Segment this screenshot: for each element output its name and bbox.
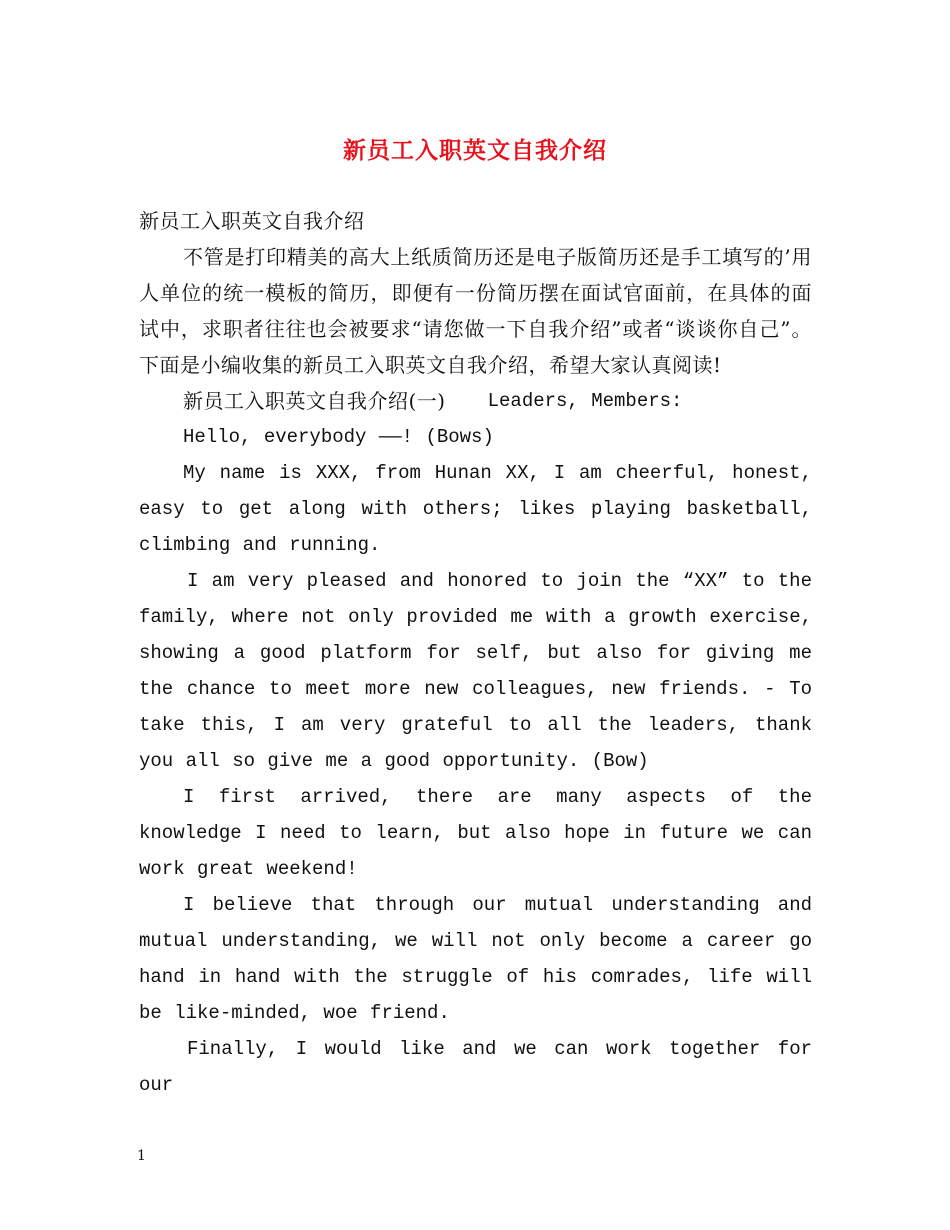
section-heading-line (139, 383, 812, 419)
paragraph-1: My name is XXX, from Hunan XX, I am cheerful, honest, easy to get along with others; likes playing basketball, climbing and running. (139, 462, 812, 556)
paragraph-3: I first arrived, there are many aspects of the knowledge I need to learn, but also hope in future we can work great weekend! (139, 786, 812, 880)
document-title: 新员工入职英文自我介绍 (343, 137, 607, 164)
paragraph-5: Finally, I would like and we can work together for our (139, 1038, 812, 1096)
section-heading: 新员工入职英文自我介绍(一) (183, 389, 446, 413)
subtitle: 新员工入职英文自我介绍 (139, 209, 365, 233)
page-number: 1 (137, 1148, 146, 1164)
greeting-leaders: Leaders, Members: (487, 390, 683, 412)
hello-line: Hello, everybody ——! (Bows) (183, 426, 494, 448)
paragraph-4: I believe that through our mutual understanding and mutual understanding, we will not only become a career go hand in hand with the struggle of his comrades, life will be like-minded, woe friend. (139, 894, 812, 1024)
document-body (139, 203, 812, 1103)
intro-paragraph: 不管是打印精美的高大上纸质简历还是电子版简历还是手工填写的’用人单位的统一模板的简历，即便有一份简历摆在面试官面前，在具体的面试中，求职者往往也会被要求“请您做一下自我介绍”或者“谈谈你自己”。下面是小编收集的新员工入职英文自我介绍，希望大家认真阅读! (139, 245, 812, 377)
paragraph-2: I am very pleased and honored to join the “XX” to the family, where not only provided me with a growth exercise, showing a good platform for self, but also for giving me the chance to meet more new colleagues, new friends. - To take this, I am very grateful to all the leaders, thank you all so give me a good opportunity. (Bow) (139, 570, 812, 772)
